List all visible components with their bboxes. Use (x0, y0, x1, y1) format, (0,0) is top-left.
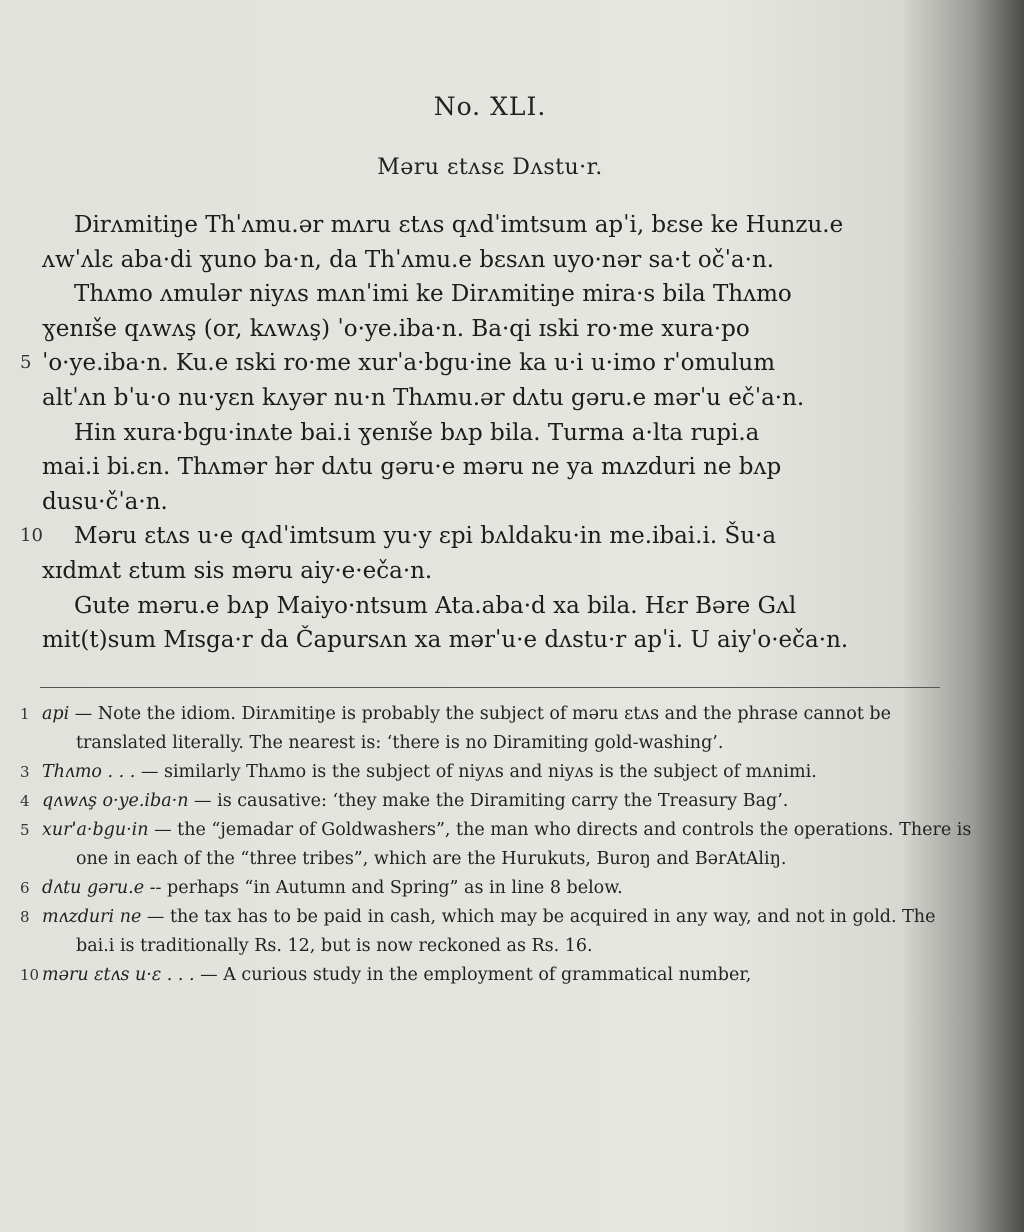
text-line (0, 277, 1024, 312)
text-line (0, 485, 1024, 520)
line-text: Hin xura·bgu·inʌte bai.i ɣenɪše bʌp bila. Turma a·lta rupi.a (74, 419, 760, 446)
line-text: Thʌmo ʌmulər niyʌs mʌnˈimi ke Dirʌmitiŋe mira·s bila Thʌmo (74, 281, 792, 308)
line-text: Gute məru.e bʌp Maiyo·ntsum Ata.aba·d xa bila. Hɛr Bəre Gʌl (74, 592, 797, 619)
line-text: altˈʌn bˈu·o nu·yɛn kʌyər nu·n Thʌmu.ər dʌtu gəru.e mərˈu ečˈa·n. (42, 384, 805, 411)
footnote (0, 787, 1024, 816)
footnote (0, 758, 1024, 787)
footnote-term: api (42, 704, 70, 724)
footnote-term: dʌtu gəru.e (42, 878, 145, 898)
line-text: Dirʌmitiŋe Thˈʌmu.ər mʌru ɛtʌs qʌdˈimtsum apˈi, bɛse ke Hunzu.e (74, 212, 844, 238)
footnote-divider (40, 687, 940, 688)
text-line (0, 416, 1024, 451)
footnote-term: məru ɛtʌs u·ɛ . . . (42, 965, 195, 985)
footnote-text: — the “jemadar of Goldwashers”, the man who directs and controls the operations. There is one in each of the “three tribes”, which are the Hurukuts, Buroŋ and BərAtAliŋ. (76, 820, 972, 869)
text-line (0, 208, 1024, 243)
line-text: xɪdmʌt ɛtum sis məru aiy·e·eča·n. (42, 557, 433, 584)
footnote-term: mʌzduri ne (42, 907, 142, 927)
footnote (0, 816, 1024, 874)
footnote-text: — Note the idiom. Dirʌmitiŋe is probably the subject of məru ɛtʌs and the phrase cannot be translated literally. The nearest is: ‘there is no Diramiting gold-washing’. (69, 704, 891, 753)
line-text: ʌwˈʌlɛ aba·di ɣuno ba·n, da Thˈʌmu.e bɛsʌn uyo·nər sa·t očˈa·n. (42, 246, 775, 273)
footnote-text: — similarly Thʌmo is the subject of niyʌs and niyʌs is the subject of mʌnimi. (135, 762, 817, 782)
section-number: No. XLI. (433, 92, 547, 121)
footnote-term: Thʌmo . . . (42, 762, 136, 782)
text-line (0, 554, 1024, 589)
text-line (0, 381, 1024, 416)
line-text: mit(t)sum Mɪsga·r da Čapursʌn xa mərˈu·e dʌstu·r apˈi. U aiyˈo·eča·n. (42, 627, 849, 654)
footnote-text: — A curious study in the employment of grammatical number, (194, 965, 752, 985)
footnote-term: qʌwʌş o·ye.iba·n (42, 791, 189, 811)
footnote-line-ref: 10 (20, 966, 40, 984)
text-line (0, 243, 1024, 278)
line-text: mai.i bi.ɛn. Thʌmər hər dʌtu gəru·e məru ne ya mʌzduri ne bʌp (42, 454, 782, 481)
footnote-text: -- perhaps “in Autumn and Spring” as in line 8 below. (144, 878, 623, 898)
line-text: dusu·čˈa·n. (42, 488, 168, 515)
footnotes (0, 700, 1024, 990)
line-text: ˈo·ye.iba·n. Ku.e ɪski ro·me xurˈa·bgu·ine ka u·i u·imo rˈomulum (42, 350, 776, 377)
footnote-line-ref: 4 (20, 792, 30, 810)
footnote (0, 961, 1024, 990)
footnote (0, 903, 1024, 961)
footnote-text: — the tax has to be paid in cash, which may be acquired in any way, and not in gold. The bai.i is traditionally Rs. 12, but is now reckoned as Rs. 16. (76, 907, 936, 956)
text-line (0, 589, 1024, 624)
footnote-text: — is causative: ‘they make the Diramiting carry the Treasury Bag’. (188, 791, 789, 811)
footnote (0, 700, 1024, 758)
text-line (0, 346, 1024, 381)
line-number: 5 (20, 352, 32, 374)
footnote (0, 874, 1024, 903)
text-line (0, 519, 1024, 554)
text-line (0, 450, 1024, 485)
main-text (0, 208, 1024, 658)
line-text: Məru ɛtʌs u·e qʌdˈimtsum yu·y ɛpi bʌldaku·in me.ibai.i. Šu·a (74, 523, 777, 550)
footnote-line-ref: 5 (20, 821, 30, 839)
text-line (0, 623, 1024, 658)
text-line (0, 312, 1024, 347)
footnote-term: xurˈa·bgu·in (42, 820, 149, 840)
footnote-line-ref: 1 (20, 705, 30, 723)
footnote-line-ref: 3 (20, 763, 30, 781)
footnote-line-ref: 6 (20, 879, 30, 897)
line-text: ɣenɪše qʌwʌş (or, kʌwʌş) ˈo·ye.iba·n. Ba·qi ɪski ro·me xura·po (42, 315, 750, 342)
section-title: Məru ɛtʌsɛ Dʌstu·r. (377, 155, 603, 180)
footnote-line-ref: 8 (20, 908, 30, 926)
line-number: 10 (20, 525, 43, 547)
